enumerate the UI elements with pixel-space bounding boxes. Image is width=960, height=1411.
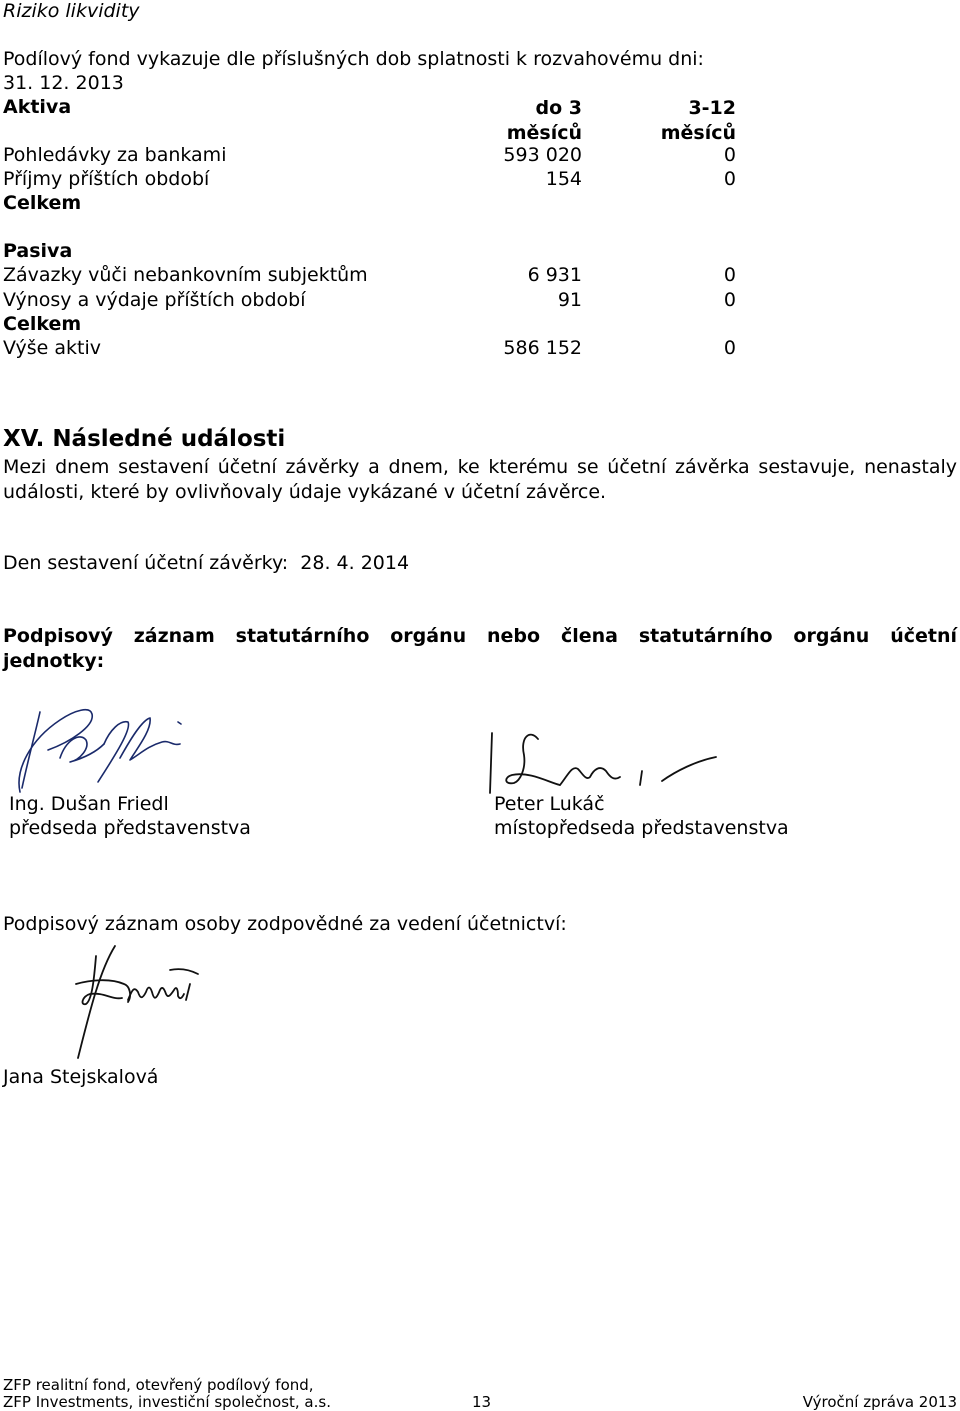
signer-role-1: předseda představenstva (9, 817, 251, 839)
row-label: Příjmy příštích období (3, 168, 210, 190)
col-header-line: 3-12 (688, 97, 736, 119)
footer-page-number: 13 (472, 1393, 492, 1411)
row-value-col1: 91 (557, 289, 582, 311)
signature-heading: Podpisový záznam statutárního orgánu nebo člena statutárního orgánu účetní jednotky: (3, 625, 957, 672)
row-value-col1: 593 020 (503, 144, 582, 166)
signer-name-1: Ing. Dušan Friedl (9, 793, 169, 815)
row-value-col2: 0 (723, 337, 736, 359)
row-value-col2: 0 (723, 289, 736, 311)
col-header-line: měsíců (506, 122, 582, 144)
row-value-col2: 0 (723, 264, 736, 286)
section-title: Riziko likvidity (3, 0, 140, 22)
row-value-col1: 586 152 (503, 337, 582, 359)
events-heading: XV. Následné události (3, 426, 286, 452)
row-label: Celkem (3, 313, 82, 335)
row-label: Výnosy a výdaje příštích období (3, 289, 306, 311)
compile-date: Den sestavení účetní závěrky: 28. 4. 2014 (3, 552, 410, 574)
accounting-heading: Podpisový záznam osoby zodpovědné za vedení účetnictví: (3, 913, 567, 935)
footer-company: ZFP Investments, investiční společnost, a.s. (3, 1393, 331, 1411)
table-header-aktiva: Aktiva (3, 96, 72, 118)
footer-report-title: Výroční zpráva 2013 (802, 1393, 957, 1411)
col-header-line: do 3 (535, 97, 582, 119)
events-text: Mezi dnem sestavení účetní závěrky a dnem, ke kterému se účetní závěrka sestavuje, nenastaly události, které by ovlivňovaly údaje vykázané v účetní závěrce. (3, 456, 957, 503)
accountant-name: Jana Stejskalová (3, 1066, 159, 1088)
signature-stejskalova (20, 940, 220, 1060)
row-label: Pohledávky za bankami (3, 144, 227, 166)
signer-role-2: místopředseda představenstva (494, 817, 789, 839)
row-label: Celkem (3, 192, 82, 214)
row-value-col1: 6 931 (527, 264, 582, 286)
row-label: Výše aktiv (3, 337, 101, 359)
intro-text: Podílový fond vykazuje dle příslušných dob splatnosti k rozvahovému dni: (3, 48, 704, 70)
signer-name-2: Peter Lukáč (494, 793, 605, 815)
col-header-line: měsíců (660, 122, 736, 144)
row-value-col1: 154 (545, 168, 582, 190)
footer-fund-name: ZFP realitní fond, otevřený podílový fond, (3, 1376, 314, 1394)
col-header-up-to-3-months (460, 96, 582, 146)
row-label: Pasiva (3, 240, 73, 262)
row-label: Závazky vůči nebankovním subjektům (3, 264, 368, 286)
balance-date: 31. 12. 2013 (3, 72, 124, 94)
row-value-col2: 0 (723, 144, 736, 166)
signature-friedl (0, 700, 190, 800)
row-value-col2: 0 (723, 168, 736, 190)
col-header-3-12-months (614, 96, 736, 146)
